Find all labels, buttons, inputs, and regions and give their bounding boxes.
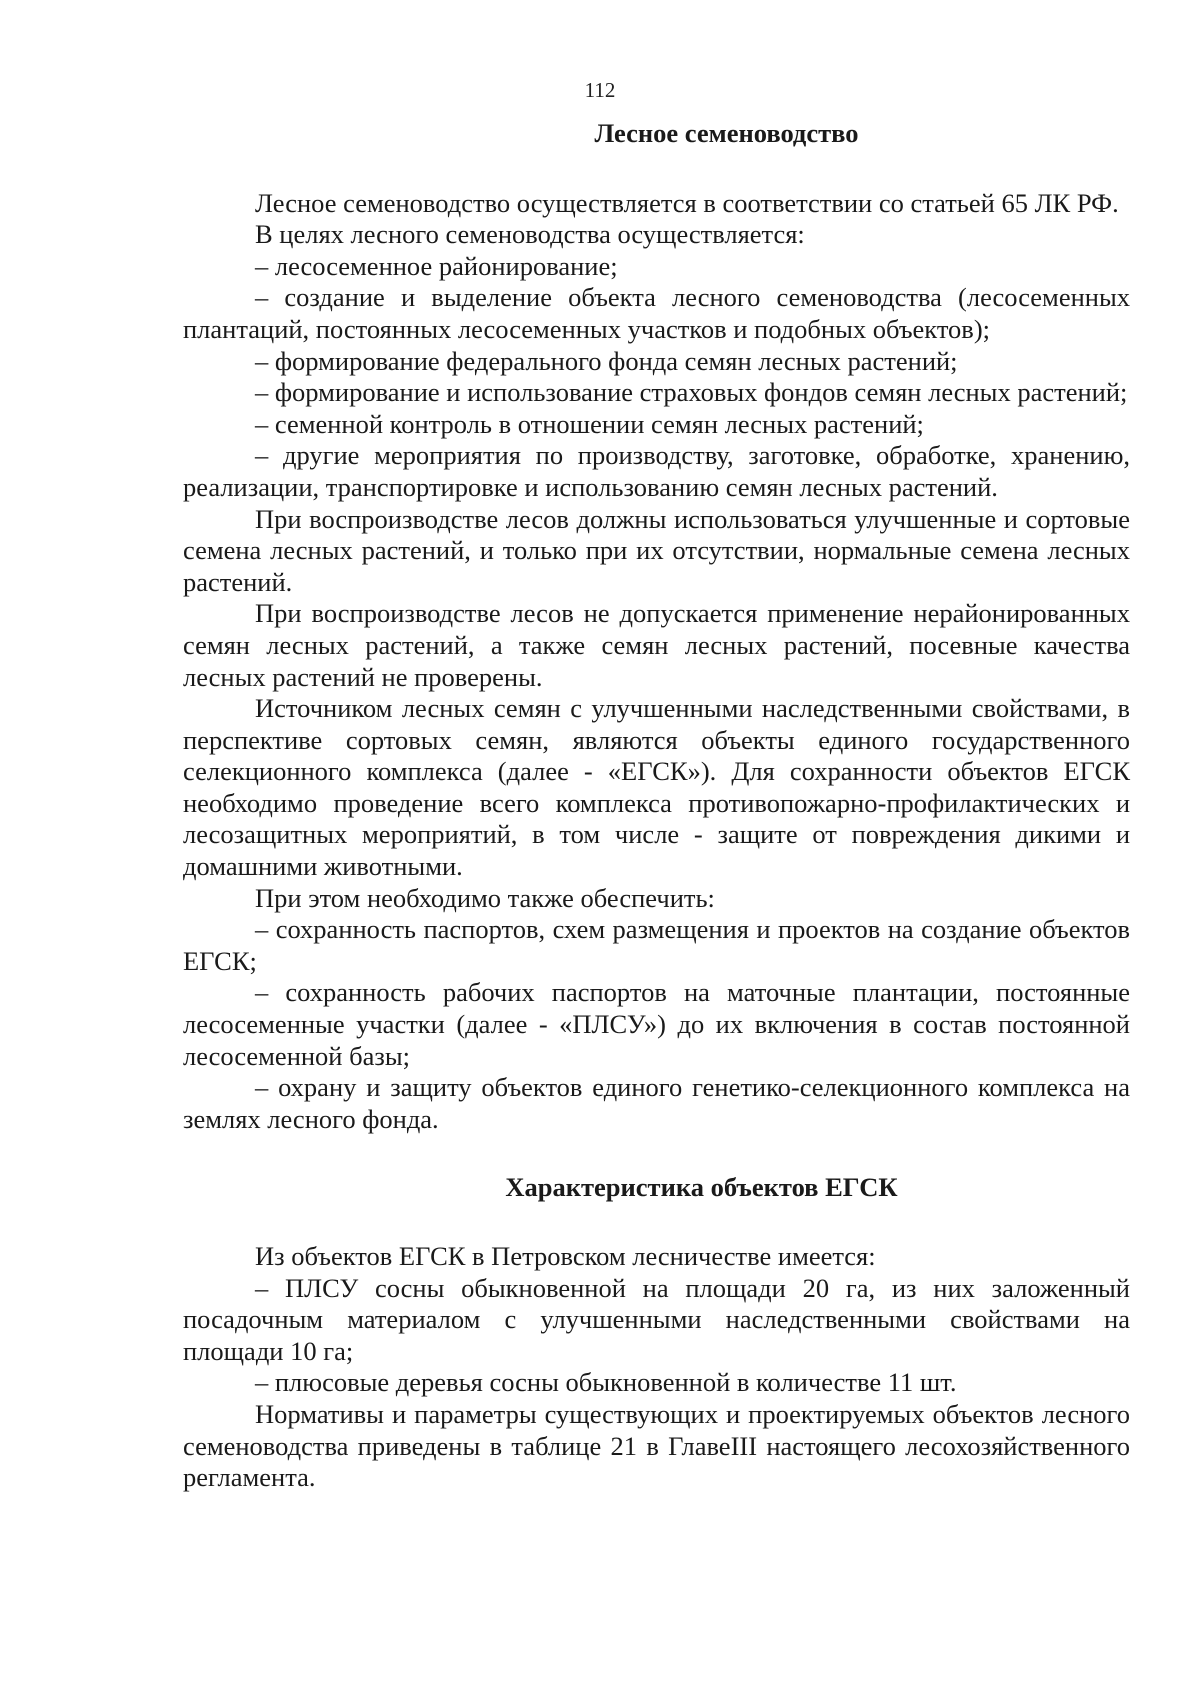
list-item: – другие мероприятия по производству, заготовке, обработке, хранению, реализации, транспортировке и использованию семян лесных растений. bbox=[183, 440, 1130, 502]
list-item: – ПЛСУ сосны обыкновенной на площади 20 га, из них заложенный посадочным материалом с улучшенными наследственными свойствами на площади 10 га; bbox=[183, 1272, 1130, 1366]
section-heading-egsk-characteristics: Характеристика объектов ЕГСК bbox=[505, 1172, 898, 1203]
paragraph: При воспроизводстве лесов должны использоваться улучшенные и сортовые семена лесных растений, и только при их отсутствии, нормальные семена лесных растений. bbox=[183, 503, 1130, 597]
paragraph: Источником лесных семян с улучшенными наследственными свойствами, в перспективе сортовых семян, являются объекты единого государственного селекционного комплекса (далее - «ЕГСК»). Для сохранности объектов ЕГСК необходимо проведение всего комплекса противопожарно-профилактических и лесозащитных мероприятий, в том числе - защите от повреждения дикими и домашними животными. bbox=[183, 693, 1130, 882]
list-item: – лесосеменное районирование; bbox=[255, 250, 618, 281]
list-item: – формирование и использование страховых фондов семян лесных растений; bbox=[255, 377, 1128, 408]
paragraph: Лесное семеноводство осуществляется в соответствии со статьей 65 ЛК РФ. bbox=[255, 187, 1119, 218]
document-body bbox=[183, 118, 1130, 1494]
list-item: – семенной контроль в отношении семян лесных растений; bbox=[255, 408, 924, 439]
list-item: – плюсовые деревья сосны обыкновенной в количестве 11 шт. bbox=[255, 1367, 957, 1398]
paragraph: Из объектов ЕГСК в Петровском лесничестве имеется: bbox=[255, 1241, 876, 1271]
list-item: – сохранность паспортов, схем размещения и проектов на создание объектов ЕГСК; bbox=[183, 914, 1130, 976]
list-item: – формирование федерального фонда семян лесных растений; bbox=[255, 345, 958, 376]
paragraph: Нормативы и параметры существующих и проектируемых объектов лесного семеноводства приведены в таблице 21 в ГлавеIII настоящего лесохозяйственного регламента. bbox=[183, 1398, 1130, 1493]
list-item: – создание и выделение объекта лесного семеноводства (лесосеменных плантаций, постоянных лесосеменных участков и подобных объектов); bbox=[183, 282, 1130, 344]
paragraph: В целях лесного семеноводства осуществляется: bbox=[255, 219, 805, 250]
section-heading-forest-seed-production: Лесное семеноводство bbox=[594, 118, 859, 148]
paragraph: При воспроизводстве лесов не допускается применение нерайонированных семян лесных растений, а также семян лесных растений, посевные качества лесных растений не проверены. bbox=[183, 598, 1130, 692]
list-item: – охрану и защиту объектов единого генетико-селекционного комплекса на землях лесного фонда. bbox=[183, 1072, 1130, 1134]
page-number: 112 bbox=[584, 78, 616, 102]
paragraph: При этом необходимо также обеспечить: bbox=[255, 882, 715, 913]
list-item: – сохранность рабочих паспортов на маточные плантации, постоянные лесосеменные участки (далее - «ПЛСУ») до их включения в состав постоянной лесосеменной базы; bbox=[183, 977, 1130, 1071]
